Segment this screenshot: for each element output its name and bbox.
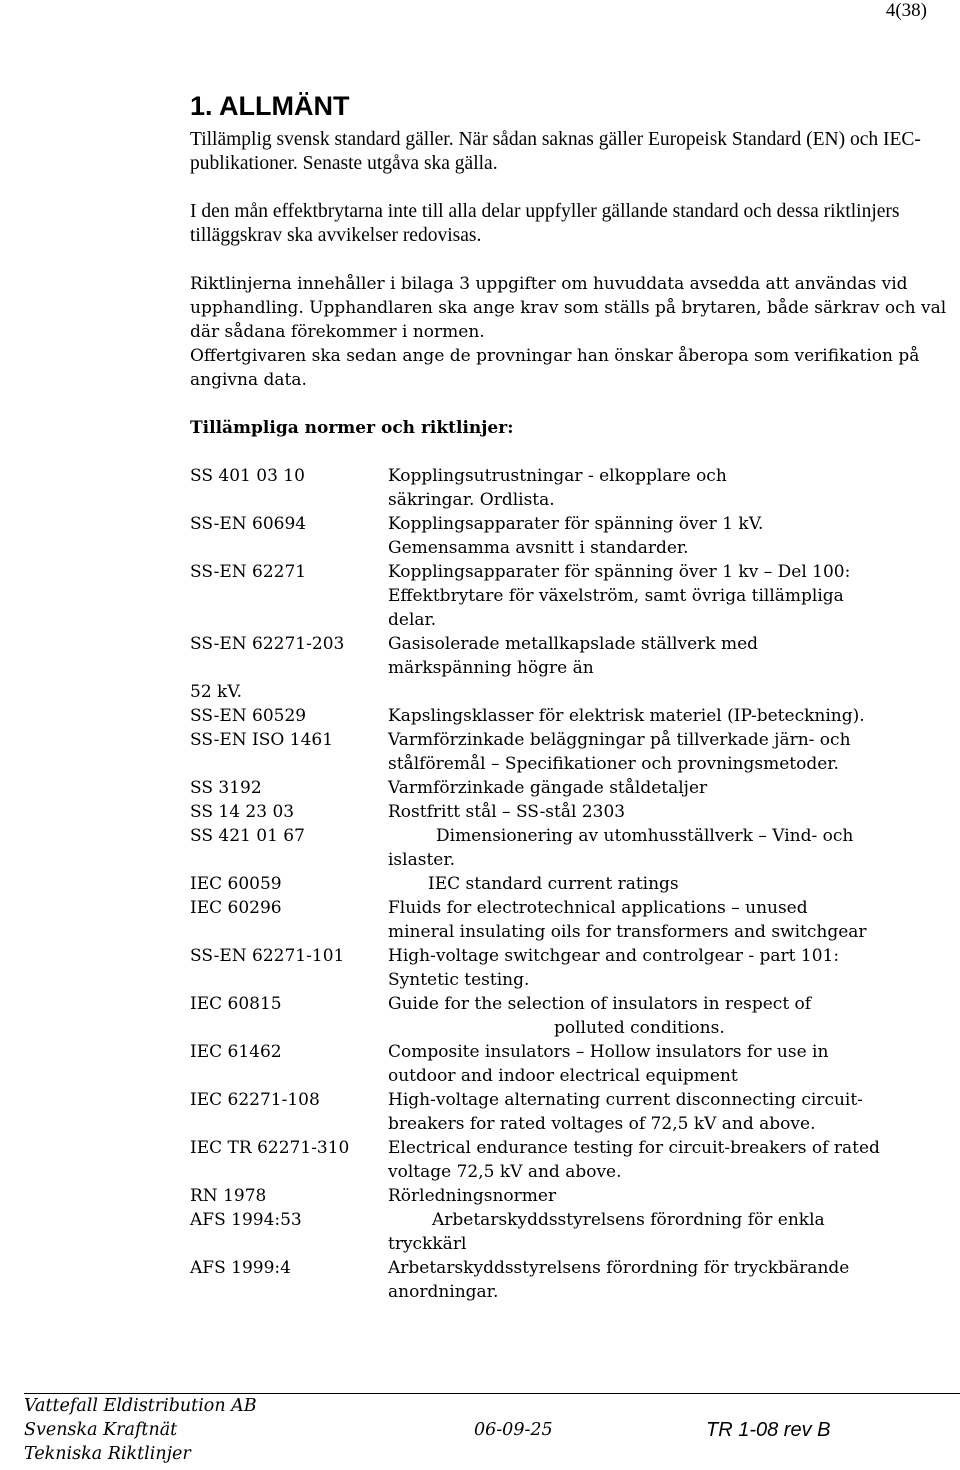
norm-description (388, 1040, 953, 1088)
norm-row (190, 1136, 950, 1184)
norm-code: SS-EN 60529 (190, 706, 307, 726)
norm-code: SS-EN 62271-101 (190, 946, 345, 966)
page-footer (24, 1393, 960, 1466)
norm-row (190, 872, 950, 896)
norm-code: SS 3192 (190, 778, 262, 798)
norm-description-line: voltage 72,5 kV and above. (388, 1162, 622, 1182)
norm-code: IEC TR 62271-310 (190, 1138, 350, 1158)
norm-row (190, 728, 950, 776)
norm-code: SS-EN 62271-203 (190, 634, 345, 654)
intro-paragraph: Tillämplig svensk standard gäller. När sådan saknas gäller Europeisk Standard (EN) och IEC-publikationer. Senaste utgåva ska gälla. (190, 129, 921, 174)
norm-description (388, 824, 953, 872)
norm-description-line: Composite insulators – Hollow insulators for use in (388, 1042, 829, 1062)
norms-list (190, 464, 950, 1304)
norm-description-line: Dimensionering av utomhusställverk – Vind- och (436, 826, 854, 846)
norm-description-line: säkringar. Ordlista. (388, 490, 555, 510)
norm-description-line: stålföremål – Specifikationer och provningsmetoder. (388, 754, 839, 774)
norm-row (190, 896, 950, 944)
norm-description-line: Rostfritt stål – SS-stål 2303 (388, 802, 626, 822)
document-body (190, 88, 950, 1304)
norm-row (190, 1208, 950, 1256)
norm-row (190, 704, 950, 728)
norm-description-line: märkspänning högre än (388, 658, 594, 678)
appendix-paragraph: Riktlinjerna innehåller i bilaga 3 uppgifter om huvuddata avsedda att användas vid upphandling. Upphandlaren ska ange krav som ställs på brytaren, både särkrav och val där sådana förekommer i normen. (190, 274, 947, 342)
norm-code: RN 1978 (190, 1186, 267, 1206)
norm-description (388, 704, 953, 728)
norm-description (388, 1184, 953, 1208)
norm-row (190, 944, 950, 992)
norm-description (388, 1256, 953, 1304)
norm-description-line: Kapslingsklasser för elektrisk materiel (IP-beteckning). (388, 706, 865, 726)
norm-description-line: Rörledningsnormer (388, 1186, 557, 1206)
norm-code: SS 14 23 03 (190, 802, 295, 822)
footer-doc-type: Tekniska Riktlinjer (24, 1444, 191, 1464)
norm-continuation: 52 kV. (190, 682, 243, 702)
norm-description-line: Guide for the selection of insulators in respect of (388, 994, 812, 1014)
norm-description (388, 992, 953, 1040)
footer-company-2: Svenska Kraftnät (24, 1420, 178, 1440)
norm-description-line: tryckkärl (388, 1234, 467, 1254)
norm-description-line: breakers for rated voltages of 72,5 kV and above. (388, 1114, 816, 1134)
norm-description-line: Arbetarskyddsstyrelsens förordning för enkla (432, 1210, 825, 1230)
norm-row (190, 512, 950, 560)
footer-company-1: Vattefall Eldistribution AB (24, 1396, 257, 1416)
norm-row (190, 992, 950, 1040)
norm-description-line: mineral insulating oils for transformers and switchgear (388, 922, 867, 942)
norm-row (190, 632, 950, 680)
norm-code: AFS 1994:53 (190, 1210, 302, 1230)
norm-code: SS-EN ISO 1461 (190, 730, 334, 750)
norm-description-line: Varmförzinkade beläggningar på tillverkade järn- och (388, 730, 851, 750)
footer-line (24, 1442, 960, 1466)
norm-row (190, 776, 950, 800)
norm-description-line: polluted conditions. (554, 1018, 725, 1038)
section-title: 1. ALLMÄNT (190, 91, 350, 121)
norm-code: IEC 60815 (190, 994, 282, 1014)
bidder-paragraph: Offertgivaren ska sedan ange de provningar han önskar åberopa som verifikation på angivna data. (190, 346, 920, 390)
norm-description-line: Gasisolerade metallkapslade ställverk med (388, 634, 759, 654)
norm-description (388, 512, 953, 560)
norm-description-line: Arbetarskyddsstyrelsens förordning för tryckbärande (388, 1258, 850, 1278)
norm-description (388, 632, 953, 680)
norm-row (190, 464, 950, 512)
norm-row (190, 1184, 950, 1208)
norm-description (388, 728, 953, 776)
norm-code: SS 401 03 10 (190, 466, 305, 486)
norm-description-line: High-voltage switchgear and controlgear - part 101: (388, 946, 840, 966)
norm-description (388, 872, 953, 896)
norm-description-line: High-voltage alternating current disconnecting circuit- (388, 1090, 863, 1110)
norm-description (388, 896, 953, 944)
footer-line (24, 1418, 960, 1442)
norm-code: SS-EN 62271 (190, 562, 307, 582)
norm-code: SS 421 01 67 (190, 826, 305, 846)
norm-description-line: Fluids for electrotechnical applications – unused (388, 898, 808, 918)
norm-description-line: anordningar. (388, 1282, 499, 1302)
norm-description (388, 944, 953, 992)
norm-description (388, 560, 953, 632)
norm-code: AFS 1999:4 (190, 1258, 291, 1278)
norm-row (190, 824, 950, 872)
norm-description-line: Kopplingsapparater för spänning över 1 kv – Del 100: (388, 562, 851, 582)
norm-code: IEC 60059 (190, 874, 282, 894)
footer-date: 06-09-25 (474, 1420, 553, 1440)
norm-description-line: islaster. (388, 850, 456, 870)
norm-description-line: Electrical endurance testing for circuit-breakers of rated (388, 1138, 880, 1158)
footer-doc-id: TR 1-08 rev B (706, 1419, 831, 1441)
norm-description-line: IEC standard current ratings (428, 874, 679, 894)
norm-description (388, 1088, 953, 1136)
deviation-paragraph: I den mån effektbrytarna inte till alla delar uppfyller gällande standard och dessa riktlinjers tilläggskrav ska avvikelser redovisas. (190, 201, 900, 246)
norm-description (388, 776, 953, 800)
norm-description-line: Varmförzinkade gängade ståldetaljer (388, 778, 708, 798)
norm-description-line: Gemensamma avsnitt i standarder. (388, 538, 689, 558)
norm-row (190, 1040, 950, 1088)
norm-row (190, 560, 950, 632)
norm-row (190, 1256, 950, 1304)
norm-code: IEC 61462 (190, 1042, 282, 1062)
norm-row (190, 800, 950, 824)
footer-line (24, 1394, 960, 1418)
norm-description (388, 464, 953, 512)
norm-row (190, 1088, 950, 1136)
norm-description-line: delar. (388, 610, 437, 630)
norm-description-line: Kopplingsutrustningar - elkopplare och (388, 466, 727, 486)
page-number: 4(38) (885, 0, 927, 21)
norm-description-line: Syntetic testing. (388, 970, 530, 990)
norm-description-line: outdoor and indoor electrical equipment (388, 1066, 738, 1086)
norm-description-line: Effektbrytare för växelström, samt övriga tillämpliga (388, 586, 844, 606)
norm-description (388, 1136, 953, 1184)
norm-code: SS-EN 60694 (190, 514, 307, 534)
norm-code: IEC 62271-108 (190, 1090, 320, 1110)
norm-code: IEC 60296 (190, 898, 282, 918)
norms-heading: Tillämpliga normer och riktlinjer: (190, 418, 514, 438)
norm-description (388, 1208, 953, 1256)
norm-description-line: Kopplingsapparater för spänning över 1 kV. (388, 514, 764, 534)
norm-description (388, 800, 953, 824)
